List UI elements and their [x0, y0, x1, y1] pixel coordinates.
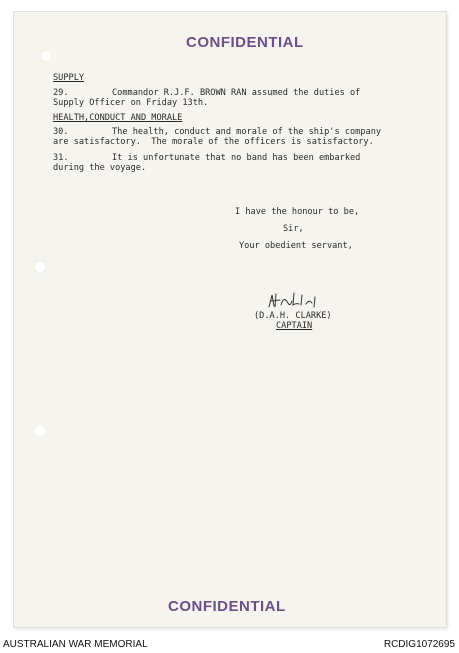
paragraph-31-number: 31.	[53, 153, 69, 163]
confidential-stamp-top: CONFIDENTIAL	[186, 34, 304, 51]
health-heading: HEALTH,CONDUCT AND MORALE	[53, 113, 183, 123]
footer-source: AUSTRALIAN WAR MEMORIAL	[3, 639, 148, 650]
closing-line-3: Your obedient servant,	[239, 241, 353, 251]
confidential-stamp-bottom: CONFIDENTIAL	[168, 598, 286, 615]
paragraph-31-line-2: during the voyage.	[53, 163, 147, 173]
paragraph-30-line-1: The health, conduct and morale of the ship's company	[112, 127, 382, 137]
punch-hole-top	[40, 50, 52, 62]
closing-line-2: Sir,	[283, 224, 304, 234]
footer-id: RCDIG1072695	[383, 639, 455, 650]
paragraph-30-number: 30.	[53, 127, 69, 137]
punch-hole-middle	[34, 261, 46, 273]
paragraph-29-number: 29.	[53, 88, 69, 98]
closing-line-1: I have the honour to be,	[235, 207, 360, 217]
supply-heading: SUPPLY	[53, 73, 85, 83]
paragraph-29-line-1: Commandor R.J.F. BROWN RAN assumed the duties of	[112, 88, 361, 98]
punch-hole-bottom	[34, 425, 46, 437]
signatory-name: (D.A.H. CLARKE)	[254, 311, 332, 321]
handwritten-signature	[266, 289, 326, 313]
paragraph-30-line-2: are satisfactory. The morale of the officers is satisfactory.	[53, 137, 374, 147]
archive-footer	[0, 636, 459, 653]
paragraph-29-line-2: Supply Officer on Friday 13th.	[53, 98, 209, 108]
signatory-rank: CAPTAIN	[276, 321, 313, 331]
paragraph-31-line-1: It is unfortunate that no band has been embarked	[112, 153, 361, 163]
